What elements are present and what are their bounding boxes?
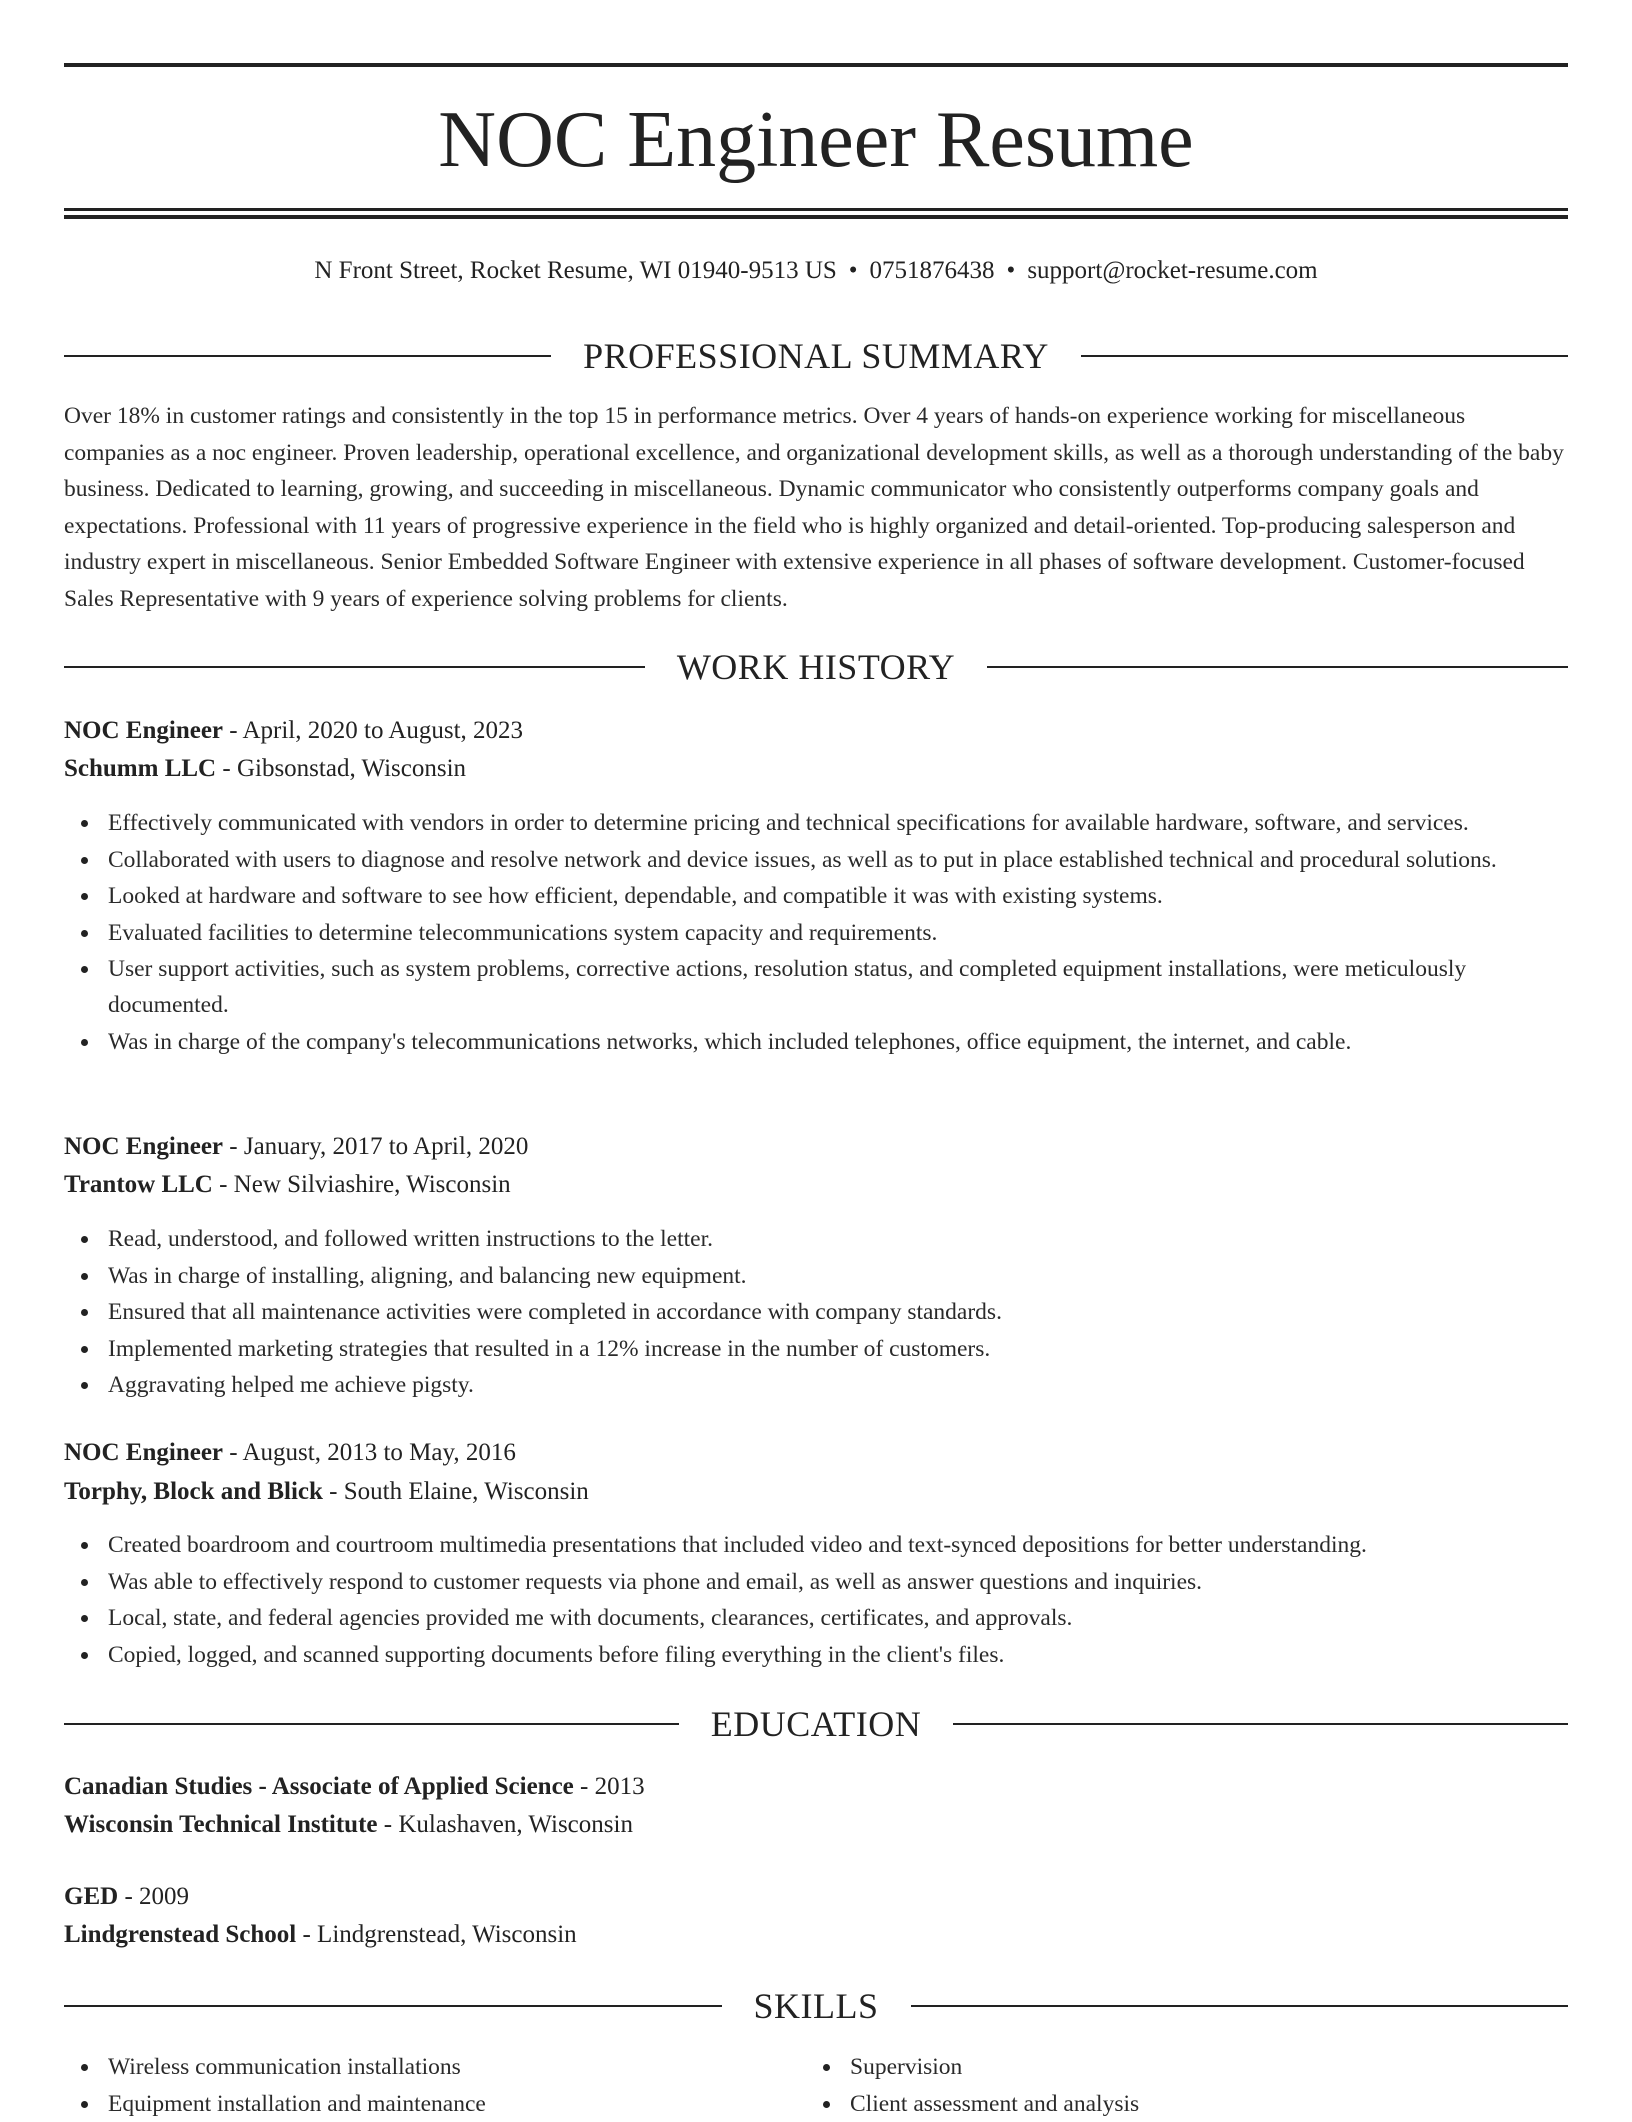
section-title: SKILLS — [753, 1986, 879, 2026]
job-bullets — [64, 805, 1568, 1060]
education-year: - 2009 — [118, 1883, 190, 1910]
education-year: - 2013 — [573, 1773, 645, 1800]
heading-rule-right — [987, 666, 1568, 668]
list-item: Looked at hardware and software to see how efficient, dependable, and compatible it was with existing systems. — [108, 878, 1568, 914]
job-bullets — [64, 1221, 1568, 1404]
skill-item: Equipment installation and maintenance — [108, 2086, 1568, 2122]
top-rule — [64, 63, 1568, 67]
job-company-line — [64, 751, 1568, 787]
education-location: - Lindgrenstead, Wisconsin — [296, 1921, 577, 1948]
skills-list-right — [806, 2049, 1632, 2122]
job-company-line — [64, 1167, 1568, 1203]
education-degree-line — [64, 1879, 1568, 1915]
title-rule-lower — [64, 215, 1568, 219]
job-location: - Gibsonstad, Wisconsin — [216, 755, 467, 782]
skill-item: Client assessment and analysis — [850, 2086, 1632, 2122]
education-school: Lindgrenstead School — [64, 1921, 297, 1948]
contact-line — [64, 254, 1568, 288]
contact-separator: • — [1006, 257, 1016, 284]
education-school-line — [64, 1807, 1568, 1843]
heading-rule-left — [64, 1723, 679, 1725]
heading-rule-left — [64, 355, 551, 357]
job-company: Torphy, Block and Blick — [64, 1478, 323, 1505]
section-heading-summary — [64, 334, 1568, 378]
list-item: Aggravating helped me achieve pigsty. — [108, 1367, 1568, 1403]
list-item: Ensured that all maintenance activities were completed in accordance with company standards. — [108, 1294, 1568, 1330]
list-item: Read, understood, and followed written instructions to the letter. — [108, 1221, 1568, 1257]
title-rule-upper — [64, 208, 1568, 211]
list-item: Evaluated facilities to determine telecommunications system capacity and requirements. — [108, 915, 1568, 951]
job-title-line — [64, 1435, 1568, 1471]
heading-rule-right — [911, 2005, 1569, 2007]
contact-separator: • — [848, 257, 858, 284]
list-item: Was in charge of the company's telecommunications networks, which included telephones, office equipment, the internet, and cable. — [108, 1024, 1568, 1060]
list-item: Collaborated with users to diagnose and resolve network and device issues, as well as to put in place established technical and procedural solutions. — [108, 842, 1568, 878]
list-item: Was able to effectively respond to customer requests via phone and email, as well as answer questions and inquiries. — [108, 1564, 1568, 1600]
education-degree-line — [64, 1769, 1568, 1805]
list-item: Was in charge of installing, aligning, and balancing new equipment. — [108, 1258, 1568, 1294]
list-item: Created boardroom and courtroom multimedia presentations that included video and text-synced depositions for better understanding. — [108, 1527, 1568, 1563]
summary-paragraph: Over 18% in customer ratings and consistently in the top 15 in performance metrics. Over 4 years of hands-on experience working for miscellaneous companies as a noc engineer. Proven leadership, operational excellence, and organizational development skills, as well as a thorough understanding of the baby business. Dedicated to learning, growing, and succeeding in miscellaneous. Dynamic communicator who consistently outperforms company goals and expectations. Professional with 11 years of progressive experience in the field who is highly organized and detail-oriented. Top-producing salesperson and industry expert in miscellaneous. Senior Embedded Software Engineer with extensive experience in all phases of software development. Customer-focused Sales Representative with 9 years of experience solving problems for clients. — [64, 403, 1564, 612]
job-company: Schumm LLC — [64, 755, 217, 782]
skill-item: Wireless communication installations — [108, 2049, 1568, 2085]
job-bullets — [64, 1527, 1568, 1673]
job-title: NOC Engineer — [64, 1133, 224, 1160]
list-item: Implemented marketing strategies that resulted in a 12% increase in the number of customers. — [108, 1331, 1568, 1367]
heading-rule-left — [64, 2005, 722, 2007]
contact-email: support@rocket-resume.com — [1027, 257, 1318, 284]
heading-rule-left — [64, 666, 645, 668]
contact-phone: 0751876438 — [869, 257, 995, 284]
list-item: User support activities, such as system problems, corrective actions, resolution status, and completed equipment installations, were meticulously documented. — [108, 951, 1568, 1023]
skill-item: Supervision — [850, 2049, 1632, 2085]
section-heading-work-history — [64, 645, 1568, 689]
section-heading-education — [64, 1702, 1568, 1746]
job-location: - New Silviashire, Wisconsin — [212, 1171, 511, 1198]
resume-title: NOC Engineer Resume — [438, 96, 1194, 184]
job-title: NOC Engineer — [64, 1439, 224, 1466]
list-item: Copied, logged, and scanned supporting documents before filing everything in the client's files. — [108, 1637, 1568, 1673]
section-title: PROFESSIONAL SUMMARY — [583, 336, 1049, 376]
job-dates: - August, 2013 to May, 2016 — [223, 1439, 516, 1466]
job-dates: - April, 2020 to August, 2023 — [223, 717, 524, 744]
education-school-line — [64, 1917, 1568, 1953]
job-title: NOC Engineer — [64, 717, 224, 744]
education-degree: GED — [64, 1883, 119, 1910]
job-company-line — [64, 1474, 1568, 1510]
job-location: - South Elaine, Wisconsin — [322, 1478, 589, 1505]
education-location: - Kulashaven, Wisconsin — [377, 1811, 633, 1838]
section-heading-skills — [64, 1984, 1568, 2028]
job-dates: - January, 2017 to April, 2020 — [223, 1133, 529, 1160]
education-degree: Canadian Studies - Associate of Applied Science — [64, 1773, 574, 1800]
section-title: WORK HISTORY — [676, 647, 956, 687]
list-item: Effectively communicated with vendors in order to determine pricing and technical specifications for available hardware, software, and services. — [108, 805, 1568, 841]
education-school: Wisconsin Technical Institute — [64, 1811, 378, 1838]
heading-rule-right — [1081, 355, 1568, 357]
job-company: Trantow LLC — [64, 1171, 213, 1198]
heading-rule-right — [953, 1723, 1568, 1725]
list-item: Local, state, and federal agencies provided me with documents, clearances, certificates, and approvals. — [108, 1600, 1568, 1636]
contact-address: N Front Street, Rocket Resume, WI 01940-9513 US — [314, 257, 837, 284]
job-title-line — [64, 1129, 1568, 1165]
job-title-line — [64, 713, 1568, 749]
section-title: EDUCATION — [710, 1704, 922, 1744]
